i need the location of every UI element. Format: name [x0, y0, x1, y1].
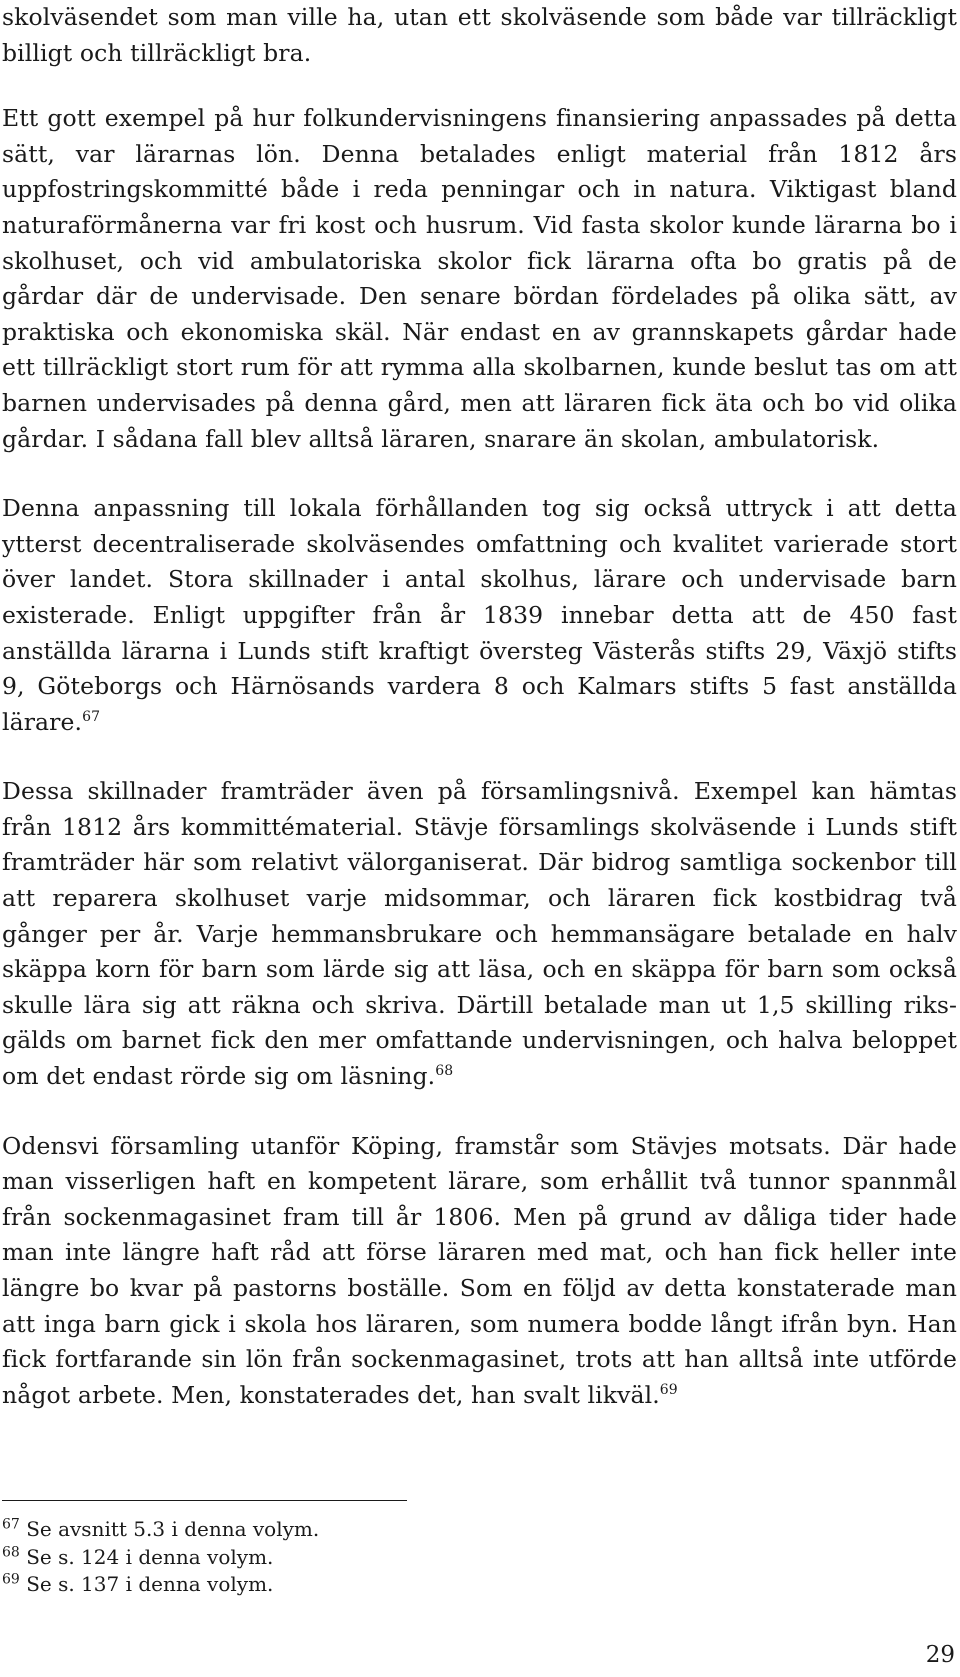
paragraph-5	[2, 1129, 957, 1414]
paragraph-text: Dessa skillnader framträder även på församlingsnivå. Exempel kan hämtas från 1812 års kommittématerial. Stävje församlings skolväsende i Lunds stift framträder här som relativt välorganiserat. Där bidrog samtliga sockenbor till att reparera skolhuset varje midsommar, och läraren fick kostbidrag två gånger per år. Varje hemmansbrukare och hemmansägare betalade en halv skäppa korn för barn som lärde sig att läsa, och en skäppa för barn som också skulle lära sig att räkna och skriva. Därtill betalade man ut 1,5 skilling riksgälds om barnet fick den mer omfattande undervisningen, och halva beloppet om det endast rörde sig om läsning.	[2, 777, 957, 1091]
footnotes	[2, 1516, 602, 1599]
body-text	[2, 0, 957, 1447]
footnote-reference[interactable]: 68	[435, 1063, 454, 1080]
paragraph-1	[2, 0, 957, 71]
footnote	[2, 1571, 602, 1599]
footnote-reference[interactable]: 67	[82, 708, 101, 725]
paragraph-2	[2, 101, 957, 457]
paragraph-text: Denna anpassning till lokala förhållanden tog sig också uttryck i att detta ytterst decentraliserade skolväsendes omfattning och kvalitet varierade stort över landet. Stora skillnader i antal skolhus, lärare och undervisade barn existerade. Enligt uppgifter från år 1839 innebar detta att de 450 fast anställda lärarna i Lunds stift kraftigt översteg Västerås stifts 29, Växjö stifts 9, Göteborgs och Härnösands vardera 8 och Kalmars stifts 5 fast anställda lärare.	[2, 494, 957, 736]
page-number: 29	[925, 1642, 955, 1668]
footnote-text: Se s. 124 i denna volym.	[26, 1544, 274, 1569]
paragraph-text: Ett gott exempel på hur folkundervisningens finansiering anpassades på detta sätt, var lärarnas lön. Denna betalades enligt material från 1812 års uppfostringskommitté både i reda penningar och in natura. Viktigast bland naturaförmånerna var fri kost och husrum. Vid fasta skolor kunde lärarna bo i skolhuset, och vid ambulatoriska skolor fick lärarna ofta bo gratis på de gårdar där de undervisade. Den senare bördan fördelades på olika sätt, av praktiska och ekonomiska skäl. När endast en av grannskapets gårdar hade ett tillräckligt stort rum för att rymma alla skolbarnen, kunde beslut tas om att barnen undervisades på denna gård, men att läraren fick äta och bo vid olika gårdar. I sådana fall blev alltså läraren, snarare än skolan, ambulatorisk.	[2, 104, 957, 453]
footnote-separator	[2, 1500, 407, 1501]
paragraph-text: skolväsendet som man ville ha, utan ett skolväsende som både var tillräckligt billigt och tillräckligt bra.	[2, 3, 957, 67]
footnote-text: Se avsnitt 5.3 i denna volym.	[26, 1517, 320, 1541]
paragraph-4	[2, 774, 957, 1094]
paragraph-3	[2, 491, 957, 740]
footnote-reference[interactable]: 69	[659, 1381, 678, 1398]
footnote-number: 69	[2, 1571, 20, 1588]
footnote	[2, 1516, 602, 1544]
footnote-number: 67	[2, 1516, 20, 1533]
footnote	[2, 1544, 602, 1572]
footnote-number: 68	[2, 1543, 20, 1560]
footnote-text: Se s. 137 i denna volym.	[26, 1572, 274, 1596]
paragraph-text: Odensvi församling utanför Köping, framstår som Stävjes motsats. Där hade man visserligen haft en kompetent lärare, som erhållit två tunnor spannmål från sockenmagasinet fram till år 1806. Men på grund av dåliga tider hade man inte längre haft råd att förse läraren med mat, och han fick heller inte längre bo kvar på pastorns boställe. Som en följd av detta konstaterade man att inga barn gick i skola hos läraren, som numera bodde långt ifrån byn. Han fick fortfarande sin lön från sockenmagasinet, trots att han alltså inte utförde något arbete. Men, konstaterades det, han svalt likväl.	[2, 1131, 957, 1409]
